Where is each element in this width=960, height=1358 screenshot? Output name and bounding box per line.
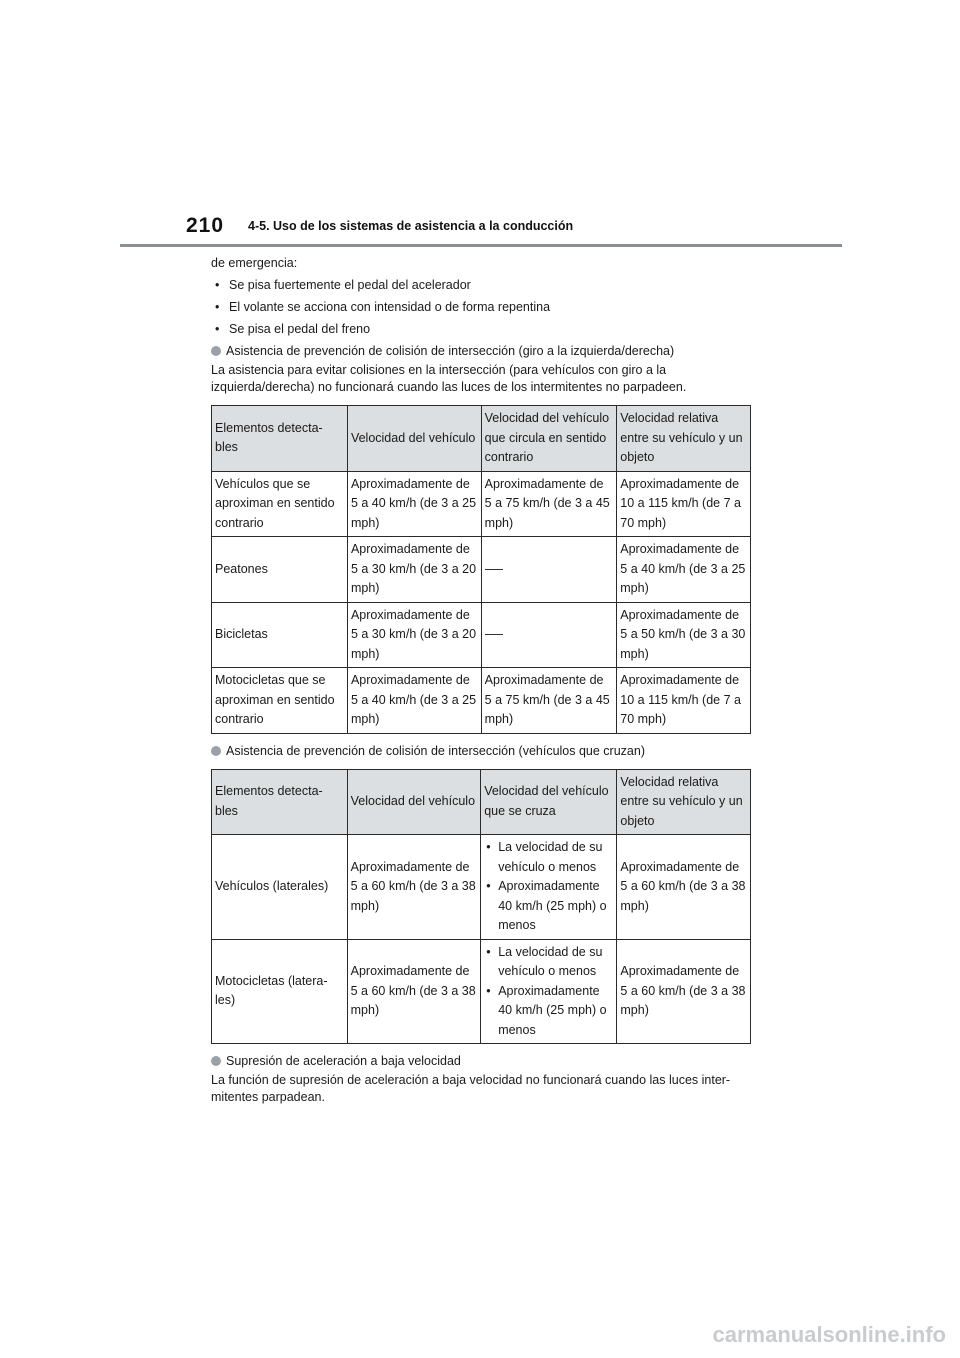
section-text-low-speed: La función de supresión de aceleración a baja velocidad no funcionará cuando las luces inter-mitentes parpadean. — [211, 1073, 731, 1104]
dash-mark — [485, 634, 503, 635]
table-header-row — [212, 406, 751, 472]
section-heading-turn: Asistencia de prevención de colisión de intersección (giro a la izquierda/derecha) — [211, 343, 751, 360]
table-header-cell: Velocidad del vehículo que se cruza — [481, 769, 617, 835]
table-cell: Aproximadamente de 5 a 60 km/h (de 3 a 38 mph) — [347, 835, 481, 940]
table-row — [212, 668, 751, 734]
table-cell: Aproximadamente de 5 a 30 km/h (de 3 a 20 mph) — [347, 537, 481, 603]
table-cell: Aproximadamente de 5 a 30 km/h (de 3 a 20 mph) — [347, 602, 481, 668]
cross-speed-list — [484, 943, 613, 1041]
table-cell: Aproximadamente de 5 a 40 km/h (de 3 a 25 mph) — [617, 537, 751, 603]
table-cell: Aproximadamente de 5 a 60 km/h (de 3 a 38 mph) — [347, 939, 481, 1044]
table-cell: Aproximadamente de 10 a 115 km/h (de 7 a 70 mph) — [617, 668, 751, 734]
table-cell-empty — [481, 537, 617, 603]
list-item: • Aproximadamente 40 km/h (25 mph) o menos — [484, 877, 613, 936]
table-cell: Aproximadamente de 5 a 40 km/h (de 3 a 25 mph) — [347, 668, 481, 734]
crossing-assist-table — [211, 769, 751, 1045]
turn-assist-table — [211, 405, 751, 734]
table-row — [212, 471, 751, 537]
table-cell: Aproximadamente de 5 a 60 km/h (de 3 a 38 mph) — [617, 835, 751, 940]
table-row — [212, 602, 751, 668]
section-heading-crossing: Asistencia de prevención de colisión de intersección (vehículos que cruzan) — [211, 743, 751, 760]
table-header-cell: Velocidad relativa entre su vehículo y un objeto — [617, 769, 751, 835]
table-cell: Aproximadamente de 5 a 50 km/h (de 3 a 30 mph) — [617, 602, 751, 668]
table-row — [212, 835, 751, 940]
table-header-cell: Elementos detecta-bles — [212, 769, 348, 835]
table-row — [212, 537, 751, 603]
intro-lead: de emergencia: — [211, 256, 298, 270]
table-cell: Bicicletas — [212, 602, 348, 668]
table-cell: Motocicletas (latera-les) — [212, 939, 348, 1044]
table-header-cell: Velocidad del vehículo — [347, 406, 481, 472]
table-cell — [481, 939, 617, 1044]
table-cell: Aproximadamente de 5 a 60 km/h (de 3 a 38 mph) — [617, 939, 751, 1044]
watermark: carmanualsonline.info — [712, 1322, 946, 1347]
intro-bullet: • Se pisa el pedal del freno — [215, 322, 371, 336]
table-header-cell: Velocidad del vehículo que circula en sentido contrario — [481, 406, 617, 472]
table-cell: Aproximadamente de 5 a 75 km/h (de 3 a 45 mph) — [481, 471, 617, 537]
table-cell-empty — [481, 602, 617, 668]
table-header-cell: Elementos detecta-bles — [212, 406, 348, 472]
table-header-cell: Velocidad relativa entre su vehículo y un objeto — [617, 406, 751, 472]
header-divider — [120, 244, 842, 247]
table-cell: Vehículos (laterales) — [212, 835, 348, 940]
bullet-icon: • — [215, 278, 220, 292]
table-cell — [481, 835, 617, 940]
table-row — [212, 939, 751, 1044]
table-cell: Peatones — [212, 537, 348, 603]
list-item: • La velocidad de su vehículo o menos — [484, 838, 613, 877]
intro-bullet: • El volante se acciona con intensidad o de forma repentina — [215, 300, 551, 314]
dash-mark — [485, 569, 503, 570]
table-cell: Motocicletas que se aproximan en sentido contrario — [212, 668, 348, 734]
bullet-icon: • — [215, 322, 220, 336]
cross-speed-list — [484, 838, 613, 936]
table-header-cell: Velocidad del vehículo — [347, 769, 481, 835]
section-text-turn: La asistencia para evitar colisiones en la intersección (para vehículos con giro a la izquierda/derecha) no funcionará cuando las luces de los intermitentes no parpadeen. — [211, 363, 687, 394]
circle-bullet-icon — [211, 746, 221, 756]
table-header-row — [212, 769, 751, 835]
list-item: • La velocidad de su vehículo o menos — [484, 943, 613, 982]
circle-bullet-icon — [211, 346, 221, 356]
bullet-icon: • — [215, 300, 220, 314]
list-item: • Aproximadamente 40 km/h (25 mph) o menos — [484, 982, 613, 1041]
intro-bullet: • Se pisa fuertemente el pedal del acelerador — [215, 278, 471, 292]
table-cell: Aproximadamente de 10 a 115 km/h (de 7 a 70 mph) — [617, 471, 751, 537]
page-content — [211, 255, 751, 1111]
table-cell: Vehículos que se aproximan en sentido contrario — [212, 471, 348, 537]
page-number: 210 — [186, 214, 225, 237]
table-cell: Aproximadamente de 5 a 75 km/h (de 3 a 45 mph) — [481, 668, 617, 734]
circle-bullet-icon — [211, 1056, 221, 1066]
section-title: 4-5. Uso de los sistemas de asistencia a la conducción — [248, 219, 574, 233]
section-heading-low-speed: Supresión de aceleración a baja velocidad — [211, 1053, 751, 1070]
table-cell: Aproximadamente de 5 a 40 km/h (de 3 a 25 mph) — [347, 471, 481, 537]
